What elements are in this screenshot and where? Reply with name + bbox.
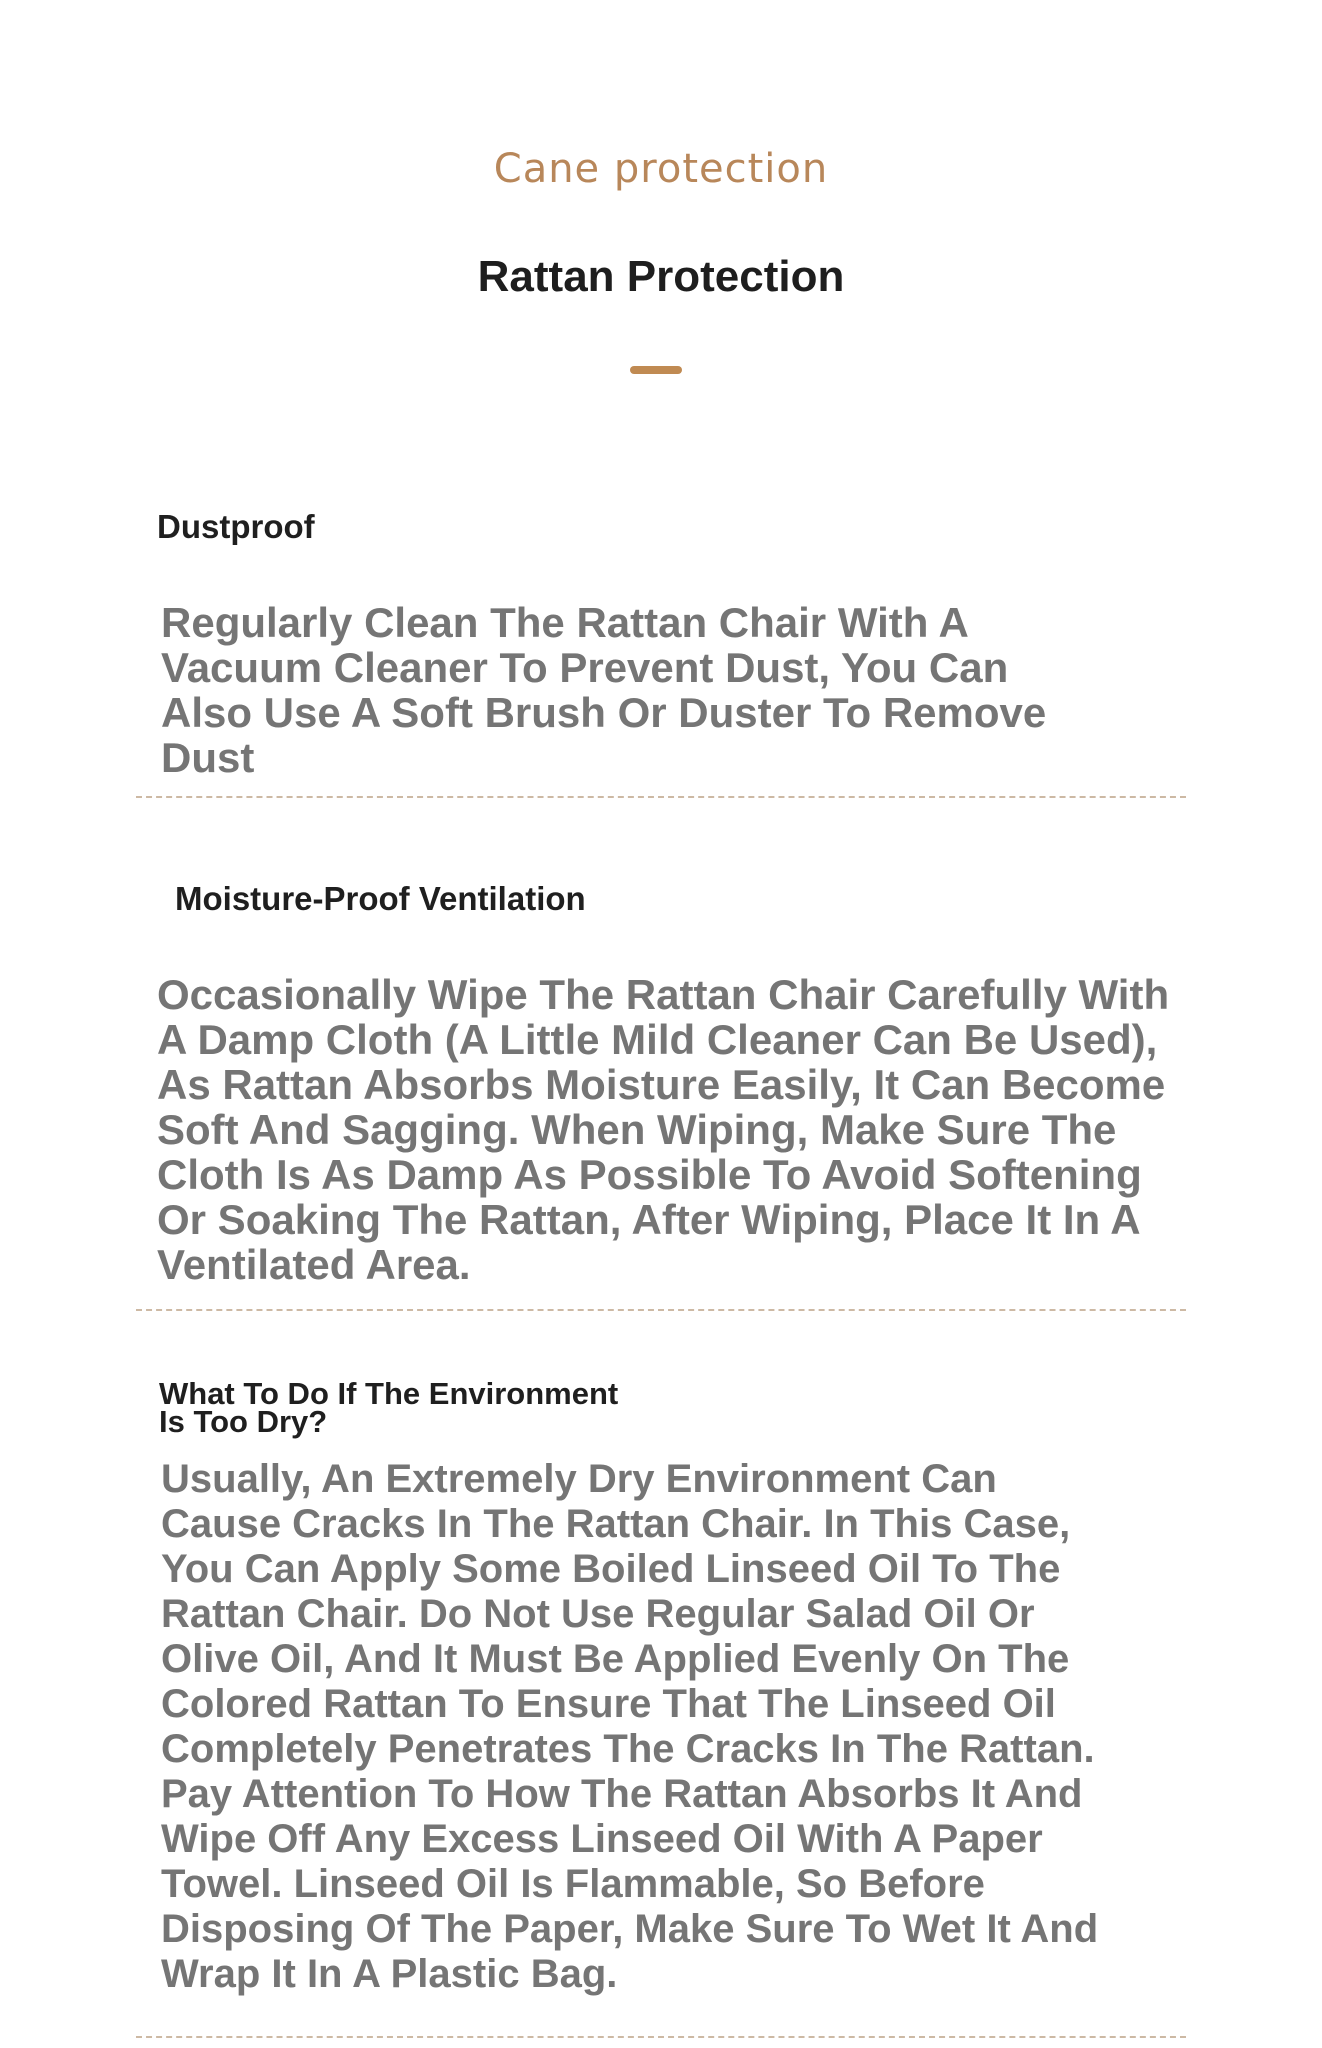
section-body-too-dry: Usually, An Extremely Dry Environment Can Cause Cracks In The Rattan Chair. In This Case, You Can Apply Some Boiled Linseed Oil To The Rattan Chair. Do Not Use Regular Salad Oil Or Olive Oil, And It Must Be Applied Evenly On The Colored Rattan To Ensure That The Linseed Oil Completely Penetrates The Cracks In The Rattan. Pay Attention To How The Rattan Absorbs It And Wipe Off Any Excess Linseed Oil With A Paper Towel. Linseed Oil Is Flammable, So Before Disposing Of The Paper, Make Sure To Wet It And Wrap It In A Plastic Bag. <box>161 1457 1099 1996</box>
title-accent-bar <box>630 366 682 374</box>
section-divider <box>136 796 1186 798</box>
page-title: Rattan Protection <box>477 252 845 301</box>
section-body-moisture-proof: Occasionally Wipe The Rattan Chair Carefully With A Damp Cloth (A Little Mild Cleaner Can Be Used), As Rattan Absorbs Moisture Easily, It Can Become Soft And Sagging. When Wiping, Make Sure The Cloth Is As Damp As Possible To Avoid Softening Or Soaking The Rattan, After Wiping, Place It In A Ventilated Area. <box>157 971 1170 1288</box>
section-body-dustproof: Regularly Clean The Rattan Chair With A Vacuum Cleaner To Prevent Dust, You Can Also Use A Soft Brush Or Duster To Remove Dust <box>161 599 1047 781</box>
section-heading-too-dry: What To Do If The Environment Is Too Dry? <box>159 1376 619 1439</box>
section-kicker: Cane protection <box>493 146 829 192</box>
section-divider <box>136 1309 1186 1311</box>
section-divider <box>136 2036 1186 2038</box>
section-heading-dustproof: Dustproof <box>157 508 315 545</box>
section-heading-moisture-proof: Moisture-Proof Ventilation <box>175 880 586 917</box>
